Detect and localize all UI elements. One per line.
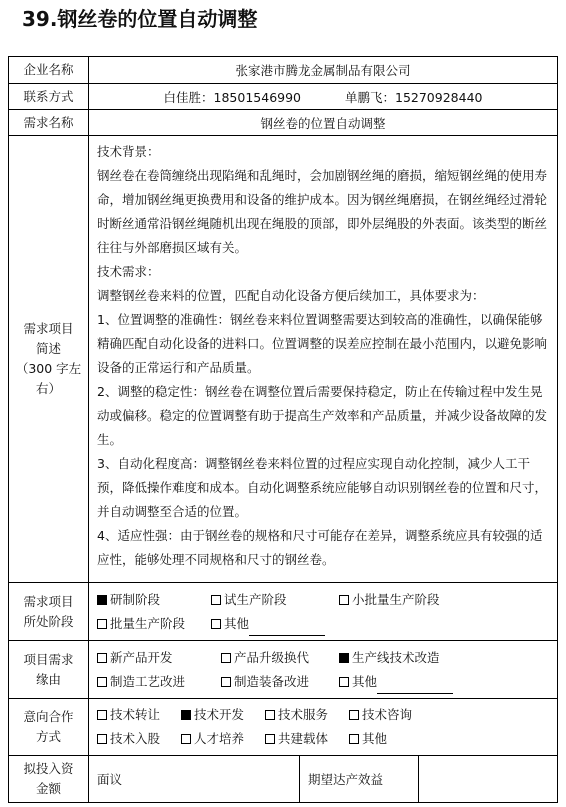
origin-options xyxy=(89,641,558,699)
description-content xyxy=(89,136,558,583)
company-label: 企业名称 xyxy=(9,57,89,84)
origin-label-line: 项目需求 xyxy=(23,651,74,667)
description-label-line: （300 字左 xyxy=(15,361,82,376)
description-label-line: 需求项目 xyxy=(23,321,74,336)
investment-label-line: 金额 xyxy=(35,781,61,796)
contact-1-phone: 18501546990 xyxy=(213,89,302,105)
stage-label-line: 需求项目 xyxy=(23,593,74,609)
investment-value[interactable]: 面议 xyxy=(89,756,300,802)
expected-benefit-value[interactable] xyxy=(419,756,557,802)
cooperation-label-line: 方式 xyxy=(35,729,61,744)
investment-label-line: 拟投入资 xyxy=(23,761,74,776)
checkbox-icon[interactable] xyxy=(181,734,191,744)
origin-option[interactable]: 新产品开发 xyxy=(97,646,211,670)
stage-option[interactable]: 研制阶段 xyxy=(97,588,201,612)
other-blank-line[interactable] xyxy=(377,679,453,694)
cooperation-option[interactable]: 技术服务 xyxy=(265,703,339,727)
cooperation-option[interactable]: 技术咨询 xyxy=(349,703,412,727)
cooperation-options xyxy=(89,699,558,756)
cooperation-option[interactable]: 技术入股 xyxy=(97,727,171,751)
cooperation-option[interactable]: 其他 xyxy=(349,727,387,751)
description-paragraph: 钢丝卷在卷筒缠绕出现陷绳和乱绳时，会加剧钢丝绳的磨损，缩短钢丝绳的使用寿命，增加钢丝绳更换费用和设备的维护成本。因为钢丝绳磨损，在钢丝绳经过滑轮时断丝通常沿钢丝绳随机出现在绳股的顶部，即外层绳股的外表面。该类型的断丝往往与外部磨损区域有关。 xyxy=(97,168,548,255)
checkbox-checked-icon[interactable] xyxy=(97,595,107,605)
demand-form-table xyxy=(8,56,558,803)
page-title: 39.钢丝卷的位置自动调整 xyxy=(22,7,258,31)
other-blank-line[interactable] xyxy=(249,621,325,636)
origin-option[interactable]: 制造装备改进 xyxy=(221,670,329,694)
cooperation-option[interactable]: 共建载体 xyxy=(265,727,339,751)
description-heading: 技术背景： xyxy=(97,144,160,159)
checkbox-checked-icon[interactable] xyxy=(181,710,191,720)
cooperation-option[interactable]: 技术转让 xyxy=(97,703,171,727)
checkbox-icon[interactable] xyxy=(339,677,349,687)
contact-label: 联系方式 xyxy=(9,84,89,110)
origin-option[interactable]: 制造工艺改进 xyxy=(97,670,211,694)
checkbox-icon[interactable] xyxy=(211,619,221,629)
checkbox-icon[interactable] xyxy=(221,677,231,687)
stage-option-other[interactable]: 其他 xyxy=(211,612,325,636)
checkbox-icon[interactable] xyxy=(265,734,275,744)
stage-label xyxy=(9,583,89,641)
investment-row xyxy=(89,756,558,803)
description-label-line: 简述 xyxy=(35,341,61,356)
description-paragraph: 1、位置调整的准确性：钢丝卷来料位置调整需要达到较高的准确性，以确保能够精确匹配自动化设备的进料口。位置调整的误差应控制在最小范围内，以避免影响设备的正常运行和产品质量。 xyxy=(97,312,548,375)
demand-name-label: 需求名称 xyxy=(9,110,89,136)
company-name: 张家港市腾龙金属制品有限公司 xyxy=(89,57,558,84)
demand-name: 钢丝卷的位置自动调整 xyxy=(89,110,558,136)
cooperation-label-line: 意向合作 xyxy=(23,709,74,724)
description-paragraph: 调整钢丝卷来料的位置，匹配自动化设备方便后续加工，具体要求为： xyxy=(97,288,485,303)
checkbox-icon[interactable] xyxy=(211,595,221,605)
stage-option[interactable]: 小批量生产阶段 xyxy=(339,588,440,612)
description-label-line: 右） xyxy=(35,381,61,396)
description-paragraph: 4、适应性强：由于钢丝卷的规格和尺寸可能存在差异，调整系统应具有较强的适应性，能够处理不同规格和尺寸的钢丝卷。 xyxy=(97,528,543,567)
stage-label-line: 所处阶段 xyxy=(23,613,74,629)
cooperation-option[interactable]: 人才培养 xyxy=(181,727,255,751)
checkbox-icon[interactable] xyxy=(97,619,107,629)
checkbox-checked-icon[interactable] xyxy=(339,653,349,663)
expected-benefit-label: 期望达产效益 xyxy=(300,756,419,802)
origin-option[interactable]: 产品升级换代 xyxy=(221,646,329,670)
cooperation-option[interactable]: 技术开发 xyxy=(181,703,255,727)
stage-option[interactable]: 试生产阶段 xyxy=(211,588,329,612)
checkbox-icon[interactable] xyxy=(97,710,107,720)
origin-option-other[interactable]: 其他 xyxy=(339,670,453,694)
checkbox-icon[interactable] xyxy=(97,653,107,663)
checkbox-icon[interactable] xyxy=(349,710,359,720)
contact-info xyxy=(89,84,558,110)
cooperation-label xyxy=(9,699,89,756)
checkbox-icon[interactable] xyxy=(97,734,107,744)
checkbox-icon[interactable] xyxy=(339,595,349,605)
contact-2-phone: 15270928440 xyxy=(395,89,483,105)
checkbox-icon[interactable] xyxy=(97,677,107,687)
contact-1-name: 白佳胜： xyxy=(163,89,214,105)
origin-label xyxy=(9,641,89,699)
description-paragraph: 2、调整的稳定性：钢丝卷在调整位置后需要保持稳定，防止在传输过程中发生晃动或偏移。稳定的位置调整有助于提高生产效率和产品质量，并减少设备故障的发生。 xyxy=(97,384,548,447)
origin-label-line: 缘由 xyxy=(35,671,61,687)
checkbox-icon[interactable] xyxy=(265,710,275,720)
stage-options xyxy=(89,583,558,641)
stage-option[interactable]: 批量生产阶段 xyxy=(97,612,201,636)
contact-2-name: 单鹏飞： xyxy=(344,89,395,105)
description-heading: 技术需求： xyxy=(97,264,160,279)
origin-option[interactable]: 生产线技术改造 xyxy=(339,646,440,670)
checkbox-icon[interactable] xyxy=(221,653,231,663)
description-label xyxy=(9,136,89,583)
investment-label xyxy=(9,756,89,803)
checkbox-icon[interactable] xyxy=(349,734,359,744)
description-paragraph: 3、自动化程度高：调整钢丝卷来料位置的过程应实现自动化控制，减少人工干预，降低操作难度和成本。自动化调整系统应能够自动识别钢丝卷的位置和尺寸，并自动调整至合适的位置。 xyxy=(97,456,548,519)
